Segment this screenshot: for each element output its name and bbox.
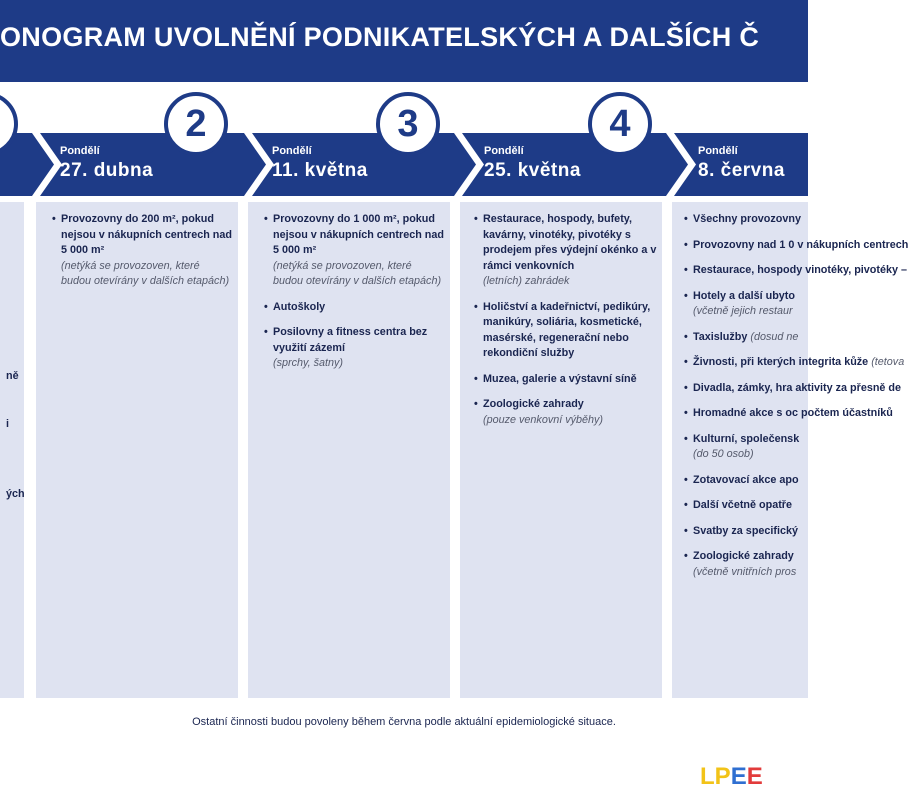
stage-5-date: 8. června bbox=[698, 160, 785, 181]
stage-5-list bbox=[684, 212, 908, 590]
list-item-text: Živnosti, při kterých integrita kůže bbox=[693, 356, 872, 368]
list-item bbox=[684, 432, 874, 463]
list-item bbox=[684, 406, 893, 422]
list-item-note: (včetně jejich restaur bbox=[693, 305, 793, 317]
list-item bbox=[684, 549, 874, 580]
list-item bbox=[684, 263, 908, 279]
logo-letter: E bbox=[730, 763, 747, 790]
list-item-note: (dosud ne bbox=[750, 330, 799, 343]
list-item-text: Další včetně opatře bbox=[693, 499, 793, 511]
list-item-text: Zoologické zahrady bbox=[483, 398, 584, 410]
list-item-text: Restaurace, hospody vinotéky, pivotéky – bbox=[693, 264, 908, 276]
list-item-text: Muzea, galerie a výstavní síně bbox=[483, 372, 637, 385]
list-item-note: (sprchy, šatny) bbox=[273, 357, 343, 369]
list-item-note: (tetova bbox=[871, 356, 905, 368]
list-item-text: Všechny provozovny bbox=[693, 213, 802, 225]
chevron-separator-3 bbox=[454, 133, 484, 196]
list-item-text: Hromadné akce s oc počtem účastníků bbox=[693, 407, 893, 419]
stage-3-circle: 3 bbox=[376, 92, 440, 156]
list-item-text: Provozovny do 1 000 m², pokud nejsou v nákupních centrech nad 5 000 m² bbox=[273, 213, 444, 256]
list-item-note: (netýká se provozoven, které budou otevírány v dalších etapách) bbox=[273, 259, 442, 287]
list-item-text: Provozovny nad 1 0 v nákupních centrech bbox=[693, 238, 908, 251]
stage-3-list bbox=[264, 212, 444, 382]
stage-4-circle: 4 bbox=[588, 92, 652, 156]
stage-2-date: 27. dubna bbox=[60, 160, 154, 181]
stage-4-list bbox=[474, 212, 658, 438]
logo-letter: L bbox=[700, 763, 715, 790]
list-item-text: Hotely a další ubyto bbox=[693, 289, 795, 302]
stage-3-heading bbox=[272, 145, 368, 182]
list-item bbox=[684, 473, 874, 489]
list-item bbox=[684, 498, 874, 514]
list-item bbox=[474, 212, 658, 290]
list-item-text: Zotavovací akce apo bbox=[693, 473, 799, 486]
stage-5-day: Pondělí bbox=[698, 145, 738, 157]
list-item-text: Zoologické zahrady bbox=[693, 550, 794, 562]
stage-1-fragment: ých bbox=[6, 488, 25, 500]
stage-2-panel bbox=[36, 202, 238, 698]
logo bbox=[700, 760, 800, 790]
list-item-note: (pouze venkovní výběhy) bbox=[483, 413, 604, 426]
stage-5-panel bbox=[672, 202, 908, 698]
list-item-text: Divadla, zámky, hra aktivity za přesně de bbox=[693, 381, 902, 394]
stage-4-panel bbox=[460, 202, 662, 698]
list-item bbox=[264, 325, 444, 372]
stage-2-heading bbox=[60, 145, 153, 182]
stage-3-day: Pondělí bbox=[272, 145, 312, 157]
list-item bbox=[684, 381, 902, 397]
list-item bbox=[52, 212, 232, 290]
list-item-note: (do 50 osob) bbox=[693, 448, 754, 460]
list-item-text: Kulturní, společensk bbox=[693, 432, 800, 445]
stage-5-heading bbox=[698, 145, 785, 182]
list-item bbox=[474, 372, 658, 388]
list-item bbox=[474, 300, 658, 362]
list-item-note: (letních) zahrádek bbox=[483, 275, 570, 287]
logo-letter: P bbox=[714, 763, 731, 790]
stage-3-panel bbox=[248, 202, 450, 698]
list-item-text: Svatby za specifický bbox=[693, 524, 799, 537]
stage-2-list bbox=[52, 212, 232, 300]
list-item bbox=[264, 300, 444, 316]
list-item-text: Posilovny a fitness centra bez využití zázemí bbox=[273, 326, 428, 354]
list-item bbox=[264, 212, 444, 290]
stage-1-fragment: i bbox=[6, 418, 9, 430]
stage-1-fragment: ně bbox=[6, 370, 19, 382]
list-item bbox=[684, 238, 908, 254]
chevron-separator-2 bbox=[244, 133, 274, 196]
title-banner bbox=[0, 0, 808, 82]
logo-text bbox=[700, 763, 763, 790]
chevron-separator-1 bbox=[32, 133, 62, 196]
footer-note: Ostatní činnosti budou povoleny během června podle aktuální epidemiologické situace. bbox=[192, 716, 616, 728]
list-item bbox=[684, 524, 874, 540]
list-item-text: Provozovny do 200 m², pokud nejsou v nákupních centrech nad 5 000 m² bbox=[61, 213, 232, 256]
list-item-text: Holičství a kadeřnictví, pedikúry, manikúry, soliária, kosmetické, masérské, regenerační nebo rekondiční služby bbox=[483, 300, 651, 359]
list-item bbox=[684, 330, 874, 346]
stage-3-date: 11. května bbox=[272, 160, 368, 181]
list-item bbox=[684, 355, 905, 371]
list-item-note: (včetně vnitřních pros bbox=[693, 565, 797, 578]
list-item bbox=[684, 289, 874, 320]
stage-2-day: Pondělí bbox=[60, 145, 100, 157]
stage-4-date: 25. května bbox=[484, 160, 581, 181]
list-item-text: Restaurace, hospody, bufety, kavárny, vinotéky, pivotéky s prodejem přes výdejní okénko a v rámci venkovních bbox=[483, 213, 657, 272]
list-item bbox=[474, 397, 658, 428]
chevron-separator-4 bbox=[666, 133, 696, 196]
page-title: ONOGRAM UVOLNĚNÍ PODNIKATELSKÝCH A DALŠÍCH Č bbox=[0, 22, 760, 52]
list-item bbox=[684, 212, 874, 228]
list-item-note: (netýká se provozoven, které budou otevírány v dalších etapách) bbox=[61, 259, 230, 287]
logo-letter: E bbox=[746, 763, 763, 790]
stage-4-day: Pondělí bbox=[484, 145, 524, 157]
stage-2-circle: 2 bbox=[164, 92, 228, 156]
list-item-text: Autoškoly bbox=[273, 300, 326, 313]
stage-4-heading bbox=[484, 145, 581, 182]
stage-1-panel bbox=[0, 202, 24, 698]
list-item-text: Taxislužby bbox=[693, 330, 751, 343]
